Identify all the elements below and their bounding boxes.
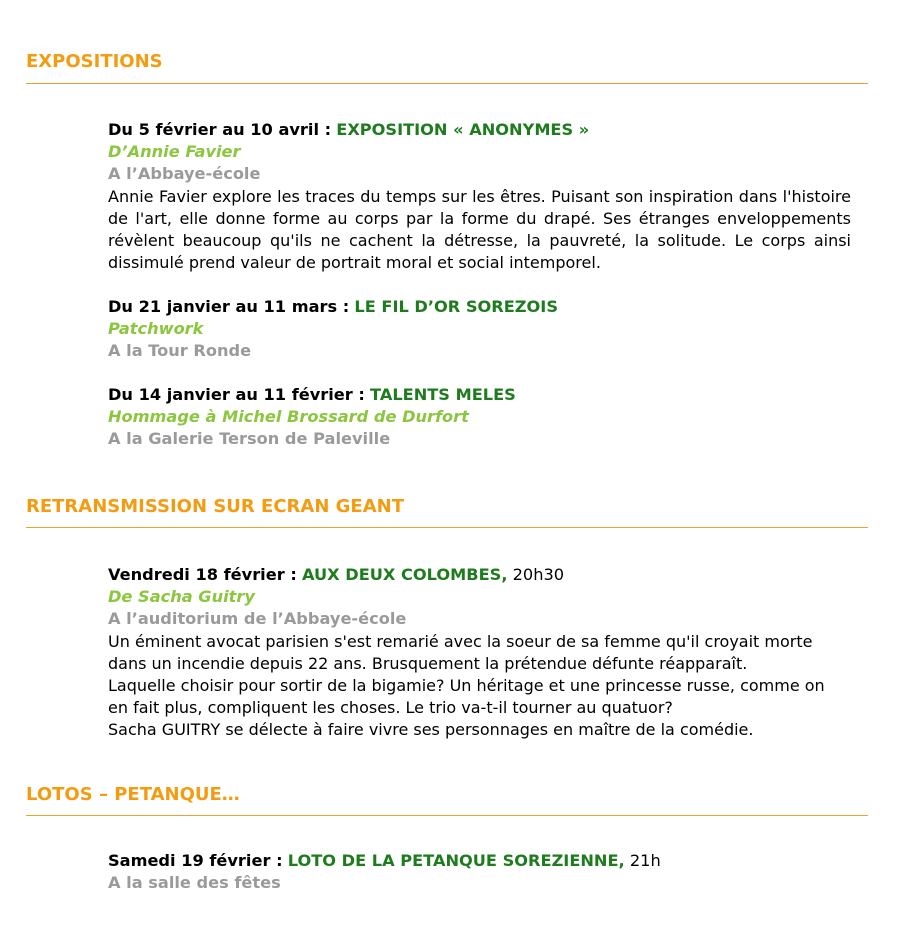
section-divider (26, 83, 868, 84)
section-divider (26, 527, 868, 528)
event-venue: A l’auditorium de l’Abbaye-école (108, 609, 407, 629)
event-header (108, 850, 851, 872)
event-title: AUX DEUX COLOMBES, (301, 565, 508, 584)
event-header (108, 384, 851, 406)
section-heading-expositions: EXPOSITIONS (26, 51, 163, 72)
section-divider (26, 815, 868, 816)
event-date: Samedi 19 février : (108, 851, 283, 870)
description-line: dans un incendie depuis 22 ans. Brusquement la prétendue défunte réapparaît. (108, 653, 748, 673)
event-subtitle: Patchwork (108, 319, 204, 339)
event-date: Du 21 janvier au 11 mars : (108, 297, 350, 316)
event-description (108, 631, 851, 742)
event-title: LOTO DE LA PETANQUE SOREZIENNE, (287, 851, 625, 870)
event-subtitle: Hommage à Michel Brossard de Durfort (108, 407, 469, 427)
event-exposition-anonymes (108, 119, 851, 274)
event-venue: A la salle des fêtes (108, 873, 281, 893)
event-subtitle: De Sacha Guitry (108, 587, 255, 607)
description-line: Laquelle choisir pour sortir de la bigamie? Un héritage et une princesse russe, comme on (108, 676, 825, 696)
event-description (108, 186, 851, 275)
event-talents-meles (108, 384, 851, 451)
event-title: TALENTS MELES (370, 385, 516, 404)
description-line: Sacha GUITRY se délecte à faire vivre ses personnages en maître de la comédie. (108, 720, 754, 740)
section-heading-retransmission: RETRANSMISSION SUR ECRAN GEANT (26, 496, 404, 517)
event-description-text: Annie Favier explore les traces du temps sur les êtres. Puisant son inspiration dans l'histoire de l'art, elle donne forme au corps par la forme du drapé. Ses étranges enveloppements révèlent beaucoup qu'ils ne cachent la détresse, la pauvreté, la solitude. Le corps ainsi dissimulé prend valeur de portrait moral et social intemporel. (108, 186, 851, 273)
event-title: EXPOSITION « ANONYMES » (336, 120, 590, 139)
event-header (108, 296, 851, 318)
event-venue: A l’Abbaye-école (108, 164, 261, 184)
event-date: Du 14 janvier au 11 février : (108, 385, 365, 404)
event-header (108, 564, 851, 586)
event-header (108, 119, 851, 141)
event-deux-colombes (108, 564, 851, 742)
event-date: Du 5 février au 10 avril : (108, 120, 332, 139)
event-subtitle: D’Annie Favier (108, 142, 241, 162)
description-line: Un éminent avocat parisien s'est remarié avec la soeur de sa femme qu'il croyait morte (108, 631, 813, 651)
event-fil-dor (108, 296, 851, 363)
event-time: 20h30 (512, 565, 565, 584)
section-heading-lotos: LOTOS – PETANQUE… (26, 784, 240, 805)
event-date: Vendredi 18 février : (108, 565, 297, 584)
event-venue: A la Galerie Terson de Paleville (108, 429, 391, 449)
event-title: LE FIL D’OR SOREZOIS (354, 297, 558, 316)
event-loto-petanque (108, 850, 851, 894)
event-venue: A la Tour Ronde (108, 341, 252, 361)
event-time: 21h (629, 851, 661, 870)
description-line: en fait plus, compliquent les choses. Le trio va-t-il tourner au quatuor? (108, 698, 673, 718)
